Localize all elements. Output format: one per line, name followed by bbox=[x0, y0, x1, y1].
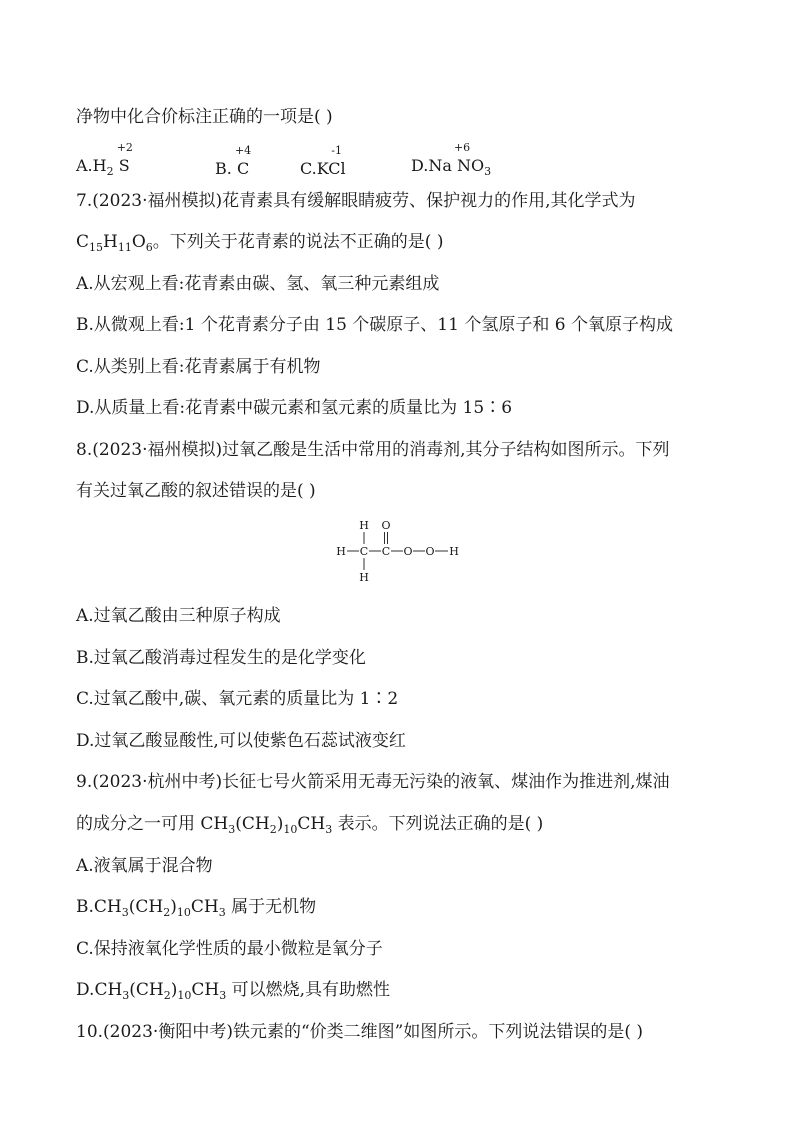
formula-h-sub: 11 bbox=[117, 241, 132, 254]
q7-stem-rest: 。下列关于花青素的说法不正确的是( ) bbox=[152, 232, 444, 252]
f-p4: CH bbox=[190, 897, 219, 917]
formula-c: C bbox=[76, 232, 90, 252]
q7-option-b[interactable]: B.从微观上看:1 个花青素分子由 15 个碳原子、11 个氢原子和 6 个氧原子构成 bbox=[76, 315, 673, 335]
option-a-prefix: A.H bbox=[76, 156, 107, 175]
q9-formula-s2: 2 bbox=[269, 823, 277, 836]
q7-option-d[interactable]: D.从质量上看:花青素中碳元素和氢元素的质量比为 15∶6 bbox=[76, 398, 513, 418]
q7-stem-line2 bbox=[76, 231, 443, 259]
g-ch: CH bbox=[94, 980, 123, 1000]
q10-stem: 10.(2023·衡阳中考)铁元素的“价类二维图”如图所示。下列说法错误的是( ) bbox=[76, 1022, 644, 1042]
formula-o: O bbox=[131, 232, 146, 252]
atom-c1: C bbox=[359, 545, 369, 558]
q9-option-d[interactable] bbox=[76, 979, 390, 1007]
q6-stem: 净物中化合价标注正确的一项是( ) bbox=[76, 107, 333, 127]
q9-stem-line2 bbox=[76, 813, 543, 841]
option-a-symbol-wrap bbox=[116, 141, 133, 175]
g-p4: CH bbox=[191, 980, 220, 1000]
f-ch: CH bbox=[93, 897, 122, 917]
q9-d-formula bbox=[94, 980, 226, 1000]
q9-b-formula bbox=[94, 897, 226, 917]
option-c-symbol-wrap bbox=[328, 144, 346, 178]
atom-h-right: H bbox=[449, 545, 459, 558]
g-p2: (CH bbox=[129, 980, 164, 1000]
q9-stem-rest: 表示。下列说法正确的是( ) bbox=[332, 814, 544, 834]
q9-formula-p3: ) bbox=[276, 814, 284, 834]
option-d-after: O bbox=[470, 156, 485, 175]
option-c-valence: -1 bbox=[331, 144, 342, 157]
atom-h-bottom: H bbox=[359, 571, 369, 584]
q7-stem-line1: 7.(2023·福州模拟)花青素具有缓解眼睛疲劳、保护视力的作用,其化学式为 bbox=[76, 191, 636, 211]
option-b-valence: +4 bbox=[234, 144, 252, 157]
q9-b-prefix: B. bbox=[76, 897, 94, 917]
q6-option-c[interactable] bbox=[300, 144, 346, 178]
g-s2: 2 bbox=[163, 989, 171, 1002]
option-a-sub: 2 bbox=[106, 165, 114, 178]
q9-formula-s4: 3 bbox=[325, 823, 333, 836]
option-d-symbol-wrap bbox=[453, 141, 471, 175]
q9-formula-s3: 10 bbox=[283, 823, 298, 836]
q9-stem-line1: 9.(2023·杭州中考)长征七号火箭采用无毒无污染的液氧、煤油作为推进剂,煤油 bbox=[76, 772, 670, 792]
f-s3: 10 bbox=[176, 906, 191, 919]
q9-formula-p4: CH bbox=[297, 814, 326, 834]
q9-d-rest: 可以燃烧,具有助燃性 bbox=[226, 980, 391, 1000]
q8-stem-line1: 8.(2023·福州模拟)过氧乙酸是生活中常用的消毒剂,其分子结构如图所示。下列 bbox=[76, 440, 670, 460]
g-s4: 3 bbox=[219, 989, 227, 1002]
q9-formula-p1: 的成分之一可用 CH bbox=[76, 814, 229, 834]
atom-o-carbonyl: O bbox=[381, 519, 391, 532]
q6-options bbox=[76, 141, 546, 178]
q8-option-a[interactable]: A.过氧乙酸由三种原子构成 bbox=[76, 606, 281, 626]
peracetic-acid-structure bbox=[330, 515, 470, 589]
atom-c2: C bbox=[381, 545, 391, 558]
g-p3: ) bbox=[170, 980, 178, 1000]
q9-option-c[interactable]: C.保持液氧化学性质的最小微粒是氧分子 bbox=[76, 939, 383, 959]
atom-o1: O bbox=[403, 545, 413, 558]
q9-option-b[interactable] bbox=[76, 896, 316, 924]
option-d-valence: +6 bbox=[453, 141, 471, 154]
formula-c-sub: 15 bbox=[89, 241, 104, 254]
option-c-symbol: Cl bbox=[328, 159, 346, 178]
option-a-symbol: S bbox=[118, 156, 130, 175]
f-p2: (CH bbox=[128, 897, 164, 917]
q8-stem-line2: 有关过氧乙酸的叙述错误的是( ) bbox=[76, 481, 316, 501]
atom-h-left: H bbox=[336, 545, 346, 558]
q7-option-a[interactable]: A.从宏观上看:花青素由碳、氢、氧三种元素组成 bbox=[76, 274, 440, 294]
q8-option-d[interactable]: D.过氧乙酸显酸性,可以使紫色石蕊试液变红 bbox=[76, 731, 406, 751]
q8-option-b[interactable]: B.过氧乙酸消毒过程发生的是化学变化 bbox=[76, 648, 366, 668]
g-s3: 10 bbox=[177, 989, 192, 1002]
option-a-valence: +2 bbox=[116, 141, 133, 154]
q8-option-c[interactable]: C.过氧乙酸中,碳、氧元素的质量比为 1∶2 bbox=[76, 689, 399, 709]
q9-option-a[interactable]: A.液氧属于混合物 bbox=[76, 856, 213, 876]
option-d-after-sub: 3 bbox=[484, 165, 492, 178]
f-p3: ) bbox=[170, 897, 177, 917]
option-b-symbol-wrap bbox=[234, 144, 252, 178]
f-s2: 2 bbox=[163, 906, 171, 919]
q9-d-prefix: D. bbox=[76, 980, 95, 1000]
q6-option-d[interactable] bbox=[411, 141, 492, 178]
q6-option-b[interactable] bbox=[215, 144, 252, 178]
f-s4: 3 bbox=[218, 906, 226, 919]
q6-option-a[interactable] bbox=[76, 141, 133, 178]
option-d-prefix: D.Na bbox=[411, 156, 457, 175]
option-c-prefix: C.K bbox=[300, 159, 329, 178]
option-b-prefix: B. bbox=[215, 159, 237, 178]
atom-h-top: H bbox=[359, 519, 369, 532]
q9-formula-p2: (CH bbox=[235, 814, 270, 834]
formula-o-sub: 6 bbox=[145, 241, 153, 254]
q9-b-rest: 属于无机物 bbox=[225, 897, 317, 917]
option-d-symbol: N bbox=[456, 156, 471, 175]
q9-formula-s1: 3 bbox=[228, 823, 236, 836]
g-s1: 3 bbox=[122, 989, 130, 1002]
f-s1: 3 bbox=[121, 906, 129, 919]
q7-option-c[interactable]: C.从类别上看:花青素属于有机物 bbox=[76, 357, 321, 377]
option-b-symbol: C bbox=[236, 159, 250, 178]
formula-h: H bbox=[103, 232, 118, 252]
atom-o2: O bbox=[425, 545, 435, 558]
